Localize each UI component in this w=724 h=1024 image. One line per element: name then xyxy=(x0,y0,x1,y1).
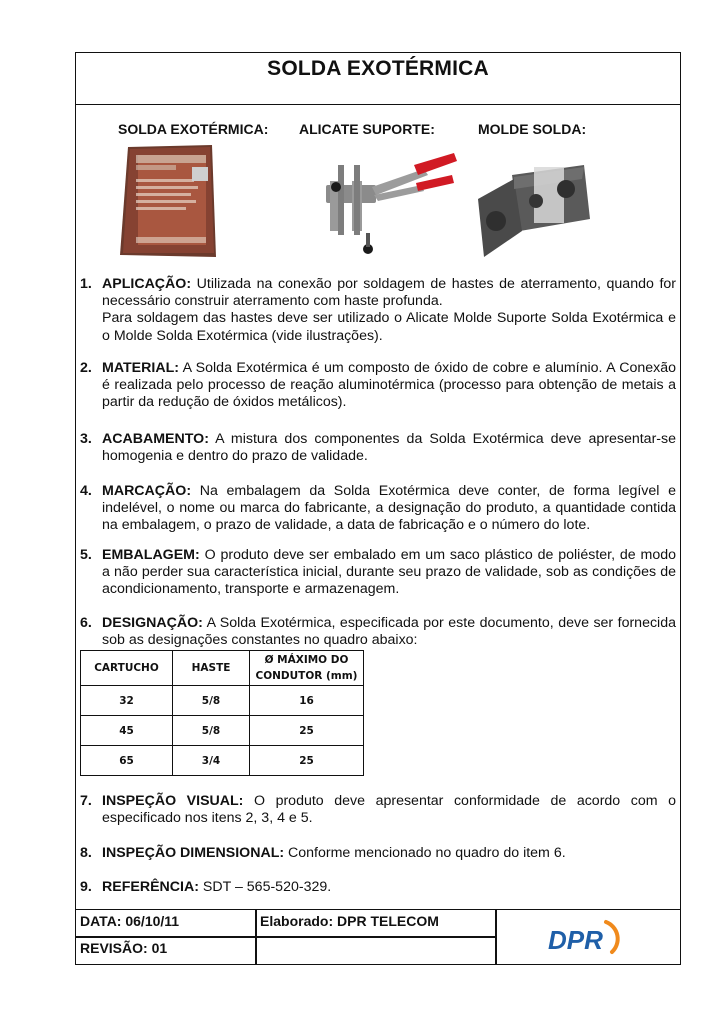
item-inspecao-visual: 7. INSPEÇÃO VISUAL: O produto deve apresentar conformidade de acordo com o especificado nos itens 2, 3, 4 e 5. xyxy=(80,793,677,827)
table-cell: 5/8 xyxy=(173,686,250,716)
item-designacao: 6. DESIGNAÇÃO: A Solda Exotérmica, especificada por este documento, deve ser fornecida sob as designações constantes no quadro abaixo: xyxy=(80,615,676,649)
image-label-alicate: ALICATE SUPORTE: xyxy=(299,121,435,137)
table-cell: 25 xyxy=(250,716,364,746)
table-row xyxy=(81,716,364,746)
item-referencia: 9. REFERÊNCIA: SDT – 565-520-329. xyxy=(80,879,332,895)
solda-package-photo xyxy=(116,141,221,261)
document-title: SOLDA EXOTÉRMICA xyxy=(267,57,489,80)
item-material: 2. MATERIAL: A Solda Exotérmica é um composto de óxido de cobre e alumínio. A Conexão é realizada pelo processo de reação aluminotérmica (processo para obtenção de metais a partir da redução de óxidos metálicos). xyxy=(80,360,676,411)
table-row xyxy=(81,746,364,776)
footer-logo-cell xyxy=(495,909,681,965)
title-row xyxy=(76,53,680,105)
footer-date-cell xyxy=(75,909,257,938)
alicate-suporte-photo xyxy=(304,145,462,257)
table-header-cell: Ø MÁXIMO DO CONDUTOR (mm) xyxy=(250,651,364,686)
dpr-logo-text: DPR xyxy=(548,925,603,955)
image-label-molde: MOLDE SOLDA: xyxy=(478,121,587,137)
item-inspecao-dimensional: 8. INSPEÇÃO DIMENSIONAL: Conforme mencionado no quadro do item 6. xyxy=(80,845,566,861)
item-acabamento: 3. ACABAMENTO: A mistura dos componentes da Solda Exotérmica deve apresentar-se homogenia e dentro do prazo de validade. xyxy=(80,431,676,465)
table-cell: 25 xyxy=(250,746,364,776)
footer-date: DATA: 06/10/11 xyxy=(80,913,180,929)
designacao-table xyxy=(80,650,364,776)
item-embalagem: 5. EMBALAGEM: O produto deve ser embalado em um saco plástico de poliéster, de modo a não perder sua característica inicial, durante seu prazo de validade, sob as condições de acondicionamento, transporte e armazenagem. xyxy=(80,547,676,598)
molde-solda-photo xyxy=(474,159,594,259)
table-row xyxy=(81,686,364,716)
table-cell: 5/8 xyxy=(173,716,250,746)
table-header-cell: CARTUCHO xyxy=(81,651,173,686)
table-cell: 32 xyxy=(81,686,173,716)
footer-author: Elaborado: DPR TELECOM xyxy=(260,913,439,929)
table-cell: 45 xyxy=(81,716,173,746)
footer-empty-cell xyxy=(255,936,497,965)
footer-revision-cell xyxy=(75,936,257,965)
footer-author-cell xyxy=(255,909,497,938)
item-aplicacao: 1. APLICAÇÃO: Utilizada na conexão por soldagem de hastes de aterramento, quando for necessário construir aterramento com haste profunda. Para soldagem das hastes deve ser utilizado o Alicate Molde Suporte Solda Exotérmica e o Molde Solda Exotérmica (vide ilustrações). xyxy=(80,276,676,344)
document-frame xyxy=(75,52,681,910)
item-marcacao: 4. MARCAÇÃO: Na embalagem da Solda Exotérmica deve conter, de forma legível e indelével, o nome ou marca do fabricante, a designação do produto, a quantidade contida na embalagem, o prazo de validade, a data de fabricação e o número do lote. xyxy=(80,483,676,534)
footer-revision: REVISÃO: 01 xyxy=(80,940,168,956)
table-cell: 65 xyxy=(81,746,173,776)
table-cell: 3/4 xyxy=(173,746,250,776)
dpr-logo xyxy=(546,918,630,958)
table-header-row xyxy=(81,651,364,686)
table-header-cell: HASTE xyxy=(173,651,250,686)
footer xyxy=(75,909,681,965)
image-label-solda: SOLDA EXOTÉRMICA: xyxy=(118,121,269,137)
table-cell: 16 xyxy=(250,686,364,716)
